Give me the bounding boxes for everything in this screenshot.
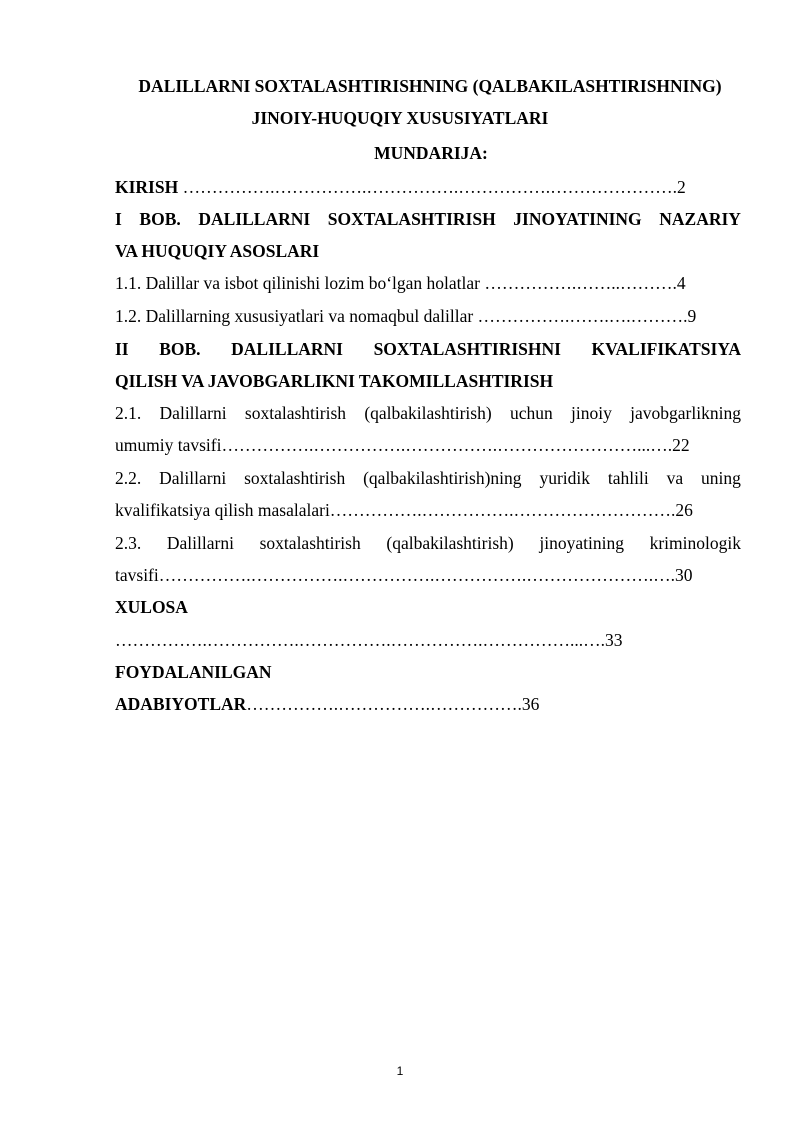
toc-entry-2-1-words	[115, 402, 741, 424]
document-title-line-2: JINOIY-HUQUQIY XUSUSIYATLARI	[251, 108, 549, 128]
toc-entry-2-2-line-2: kvalifikatsiya qilish masalalari…………….…………….……………………….26	[115, 500, 693, 520]
s23-word: jinoyatining	[539, 533, 624, 553]
s23-word: 2.3.	[115, 533, 142, 553]
ch1-word: SOXTALASHTIRISH	[327, 209, 496, 229]
ch2-word: BOB.	[159, 339, 201, 359]
ch1-word: DALILLARNI	[198, 209, 311, 229]
toc-conclusion-dots: …………….…………….…………….…………….……………...….33	[115, 630, 623, 650]
toc-entry-2-2-words	[115, 467, 741, 489]
toc-entry-2-3-line-1	[115, 532, 741, 554]
s21-word: javobgarlikning	[630, 403, 741, 423]
page-number: 1	[396, 1064, 404, 1078]
document-title-line-1: DALILLARNI SOXTALASHTIRISHNING (QALBAKILASHTIRISHNING)	[138, 76, 722, 96]
toc-chapter-1-words	[115, 208, 741, 230]
toc-entry-2-2-line-1	[115, 467, 741, 489]
s22-word: (qalbakilashtirish)ning	[363, 468, 522, 488]
s23-word: Dalillarni	[166, 533, 234, 553]
toc-chapter-1-line-2: VA HUQUQIY ASOSLARI	[115, 241, 320, 261]
ch1-word: BOB.	[139, 209, 181, 229]
ch2-word: KVALIFIKATSIYA	[591, 339, 741, 359]
ch1-word: JINOYATINING	[513, 209, 642, 229]
toc-chapter-2-words	[115, 338, 741, 360]
s21-word: 2.1.	[115, 403, 142, 423]
s22-word: va	[666, 468, 684, 488]
toc-entry-2-1-line-2: umumiy tavsifi…………….…………….…………….……………………...….22	[115, 435, 690, 455]
ch2-word: SOXTALASHTIRISHNI	[373, 339, 561, 359]
s23-word: (qalbakilashtirish)	[386, 533, 514, 553]
toc-entry-intro	[115, 176, 686, 198]
s22-word: yuridik	[539, 468, 590, 488]
s23-word: kriminologik	[649, 533, 741, 553]
s21-word: soxtalashtirish	[244, 403, 347, 423]
toc-references-label: ADABIYOTLAR	[115, 694, 247, 714]
toc-entry-2-1-line-1	[115, 402, 741, 424]
toc-chapter-2-line-1	[115, 338, 741, 360]
toc-conclusion-label: XULOSA	[115, 597, 188, 617]
s21-word: uchun	[509, 403, 553, 423]
s22-word: 2.2.	[115, 468, 142, 488]
toc-chapter-1-line-1	[115, 208, 741, 230]
toc-entry-1-2: 1.2. Dalillarning xususiyatlari va nomaqbul dalillar …………….…….….……….9	[115, 306, 697, 326]
toc-entry-1-1: 1.1. Dalillar va isbot qilinishi lozim bo‘lgan holatlar …………….……..……….4	[115, 273, 686, 293]
toc-chapter-2-line-2: QILISH VA JAVOBGARLIKNI TAKOMILLASHTIRISH	[115, 371, 554, 391]
ch2-word: DALILLARNI	[231, 339, 343, 359]
toc-references-line-1: FOYDALANILGAN	[115, 662, 272, 682]
toc-entry-2-3-line-2: tavsifi…………….…………….…………….…………….………………….….30	[115, 565, 693, 585]
ch1-word: NAZARIY	[659, 209, 741, 229]
toc-references-dots: …………….…………….…………….36	[246, 694, 540, 714]
s23-word: soxtalashtirish	[259, 533, 361, 553]
s22-word: uning	[701, 468, 741, 488]
s22-word: soxtalashtirish	[244, 468, 346, 488]
s21-word: Dalillarni	[159, 403, 227, 423]
toc-entry-2-3-words	[115, 532, 741, 554]
ch1-word: I	[115, 209, 122, 229]
toc-intro-dots: …………….…………….…………….…………….………………….2	[178, 177, 686, 197]
ch2-word: II	[115, 339, 129, 359]
s21-word: jinoiy	[571, 403, 612, 423]
toc-heading: MUNDARIJA:	[374, 143, 488, 163]
s21-word: (qalbakilashtirish)	[364, 403, 492, 423]
s22-word: Dalillarni	[159, 468, 227, 488]
s22-word: tahlili	[607, 468, 649, 488]
toc-intro-label: KIRISH	[115, 177, 179, 197]
toc-references-line-2	[115, 693, 539, 715]
